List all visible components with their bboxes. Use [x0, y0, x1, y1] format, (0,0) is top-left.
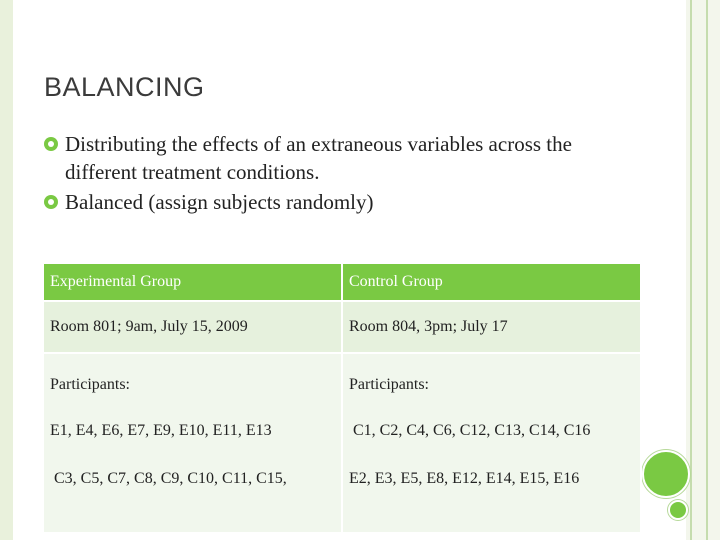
participants-control: [342, 353, 641, 533]
decorative-circle-large: [642, 450, 690, 498]
header-experimental: Experimental Group: [43, 263, 342, 301]
slide-title: BALANCING: [44, 72, 205, 102]
participants-label: Participants:: [349, 376, 429, 393]
participants-label: Participants:: [50, 376, 130, 393]
room-experimental: Room 801; 9am, July 15, 2009: [43, 301, 342, 353]
participants-line: E2, E3, E5, E8, E12, E14, E15, E16: [349, 470, 580, 487]
bullet-text: Balanced (assign subjects randomly): [65, 190, 374, 214]
bullet-item: [44, 188, 644, 216]
room-control: Room 804, 3pm; July 17: [342, 301, 641, 353]
decorative-circle-small: [668, 500, 688, 520]
bullet-item: [44, 130, 644, 186]
participants-line: C1, C2, C4, C6, C12, C13, C14, C16: [349, 422, 591, 439]
left-frame-band: [0, 0, 13, 540]
bullet-text: Distributing the effects of an extraneous variables across the different treatment conditions.: [65, 132, 572, 184]
table-row: [43, 301, 641, 353]
gear-bullet-icon: [44, 137, 58, 151]
groups-table: [42, 262, 642, 534]
table-header-row: [43, 263, 641, 301]
table-row: [43, 353, 641, 533]
participants-line: E1, E4, E6, E7, E9, E10, E11, E13: [50, 422, 272, 439]
participants-experimental: [43, 353, 342, 533]
gear-bullet-icon: [44, 195, 58, 209]
right-frame-line: [706, 0, 708, 540]
bullet-list: [44, 130, 644, 218]
participants-line: C3, C5, C7, C8, C9, C10, C11, C15,: [50, 470, 287, 487]
header-control: Control Group: [342, 263, 641, 301]
right-frame-line: [690, 0, 692, 540]
